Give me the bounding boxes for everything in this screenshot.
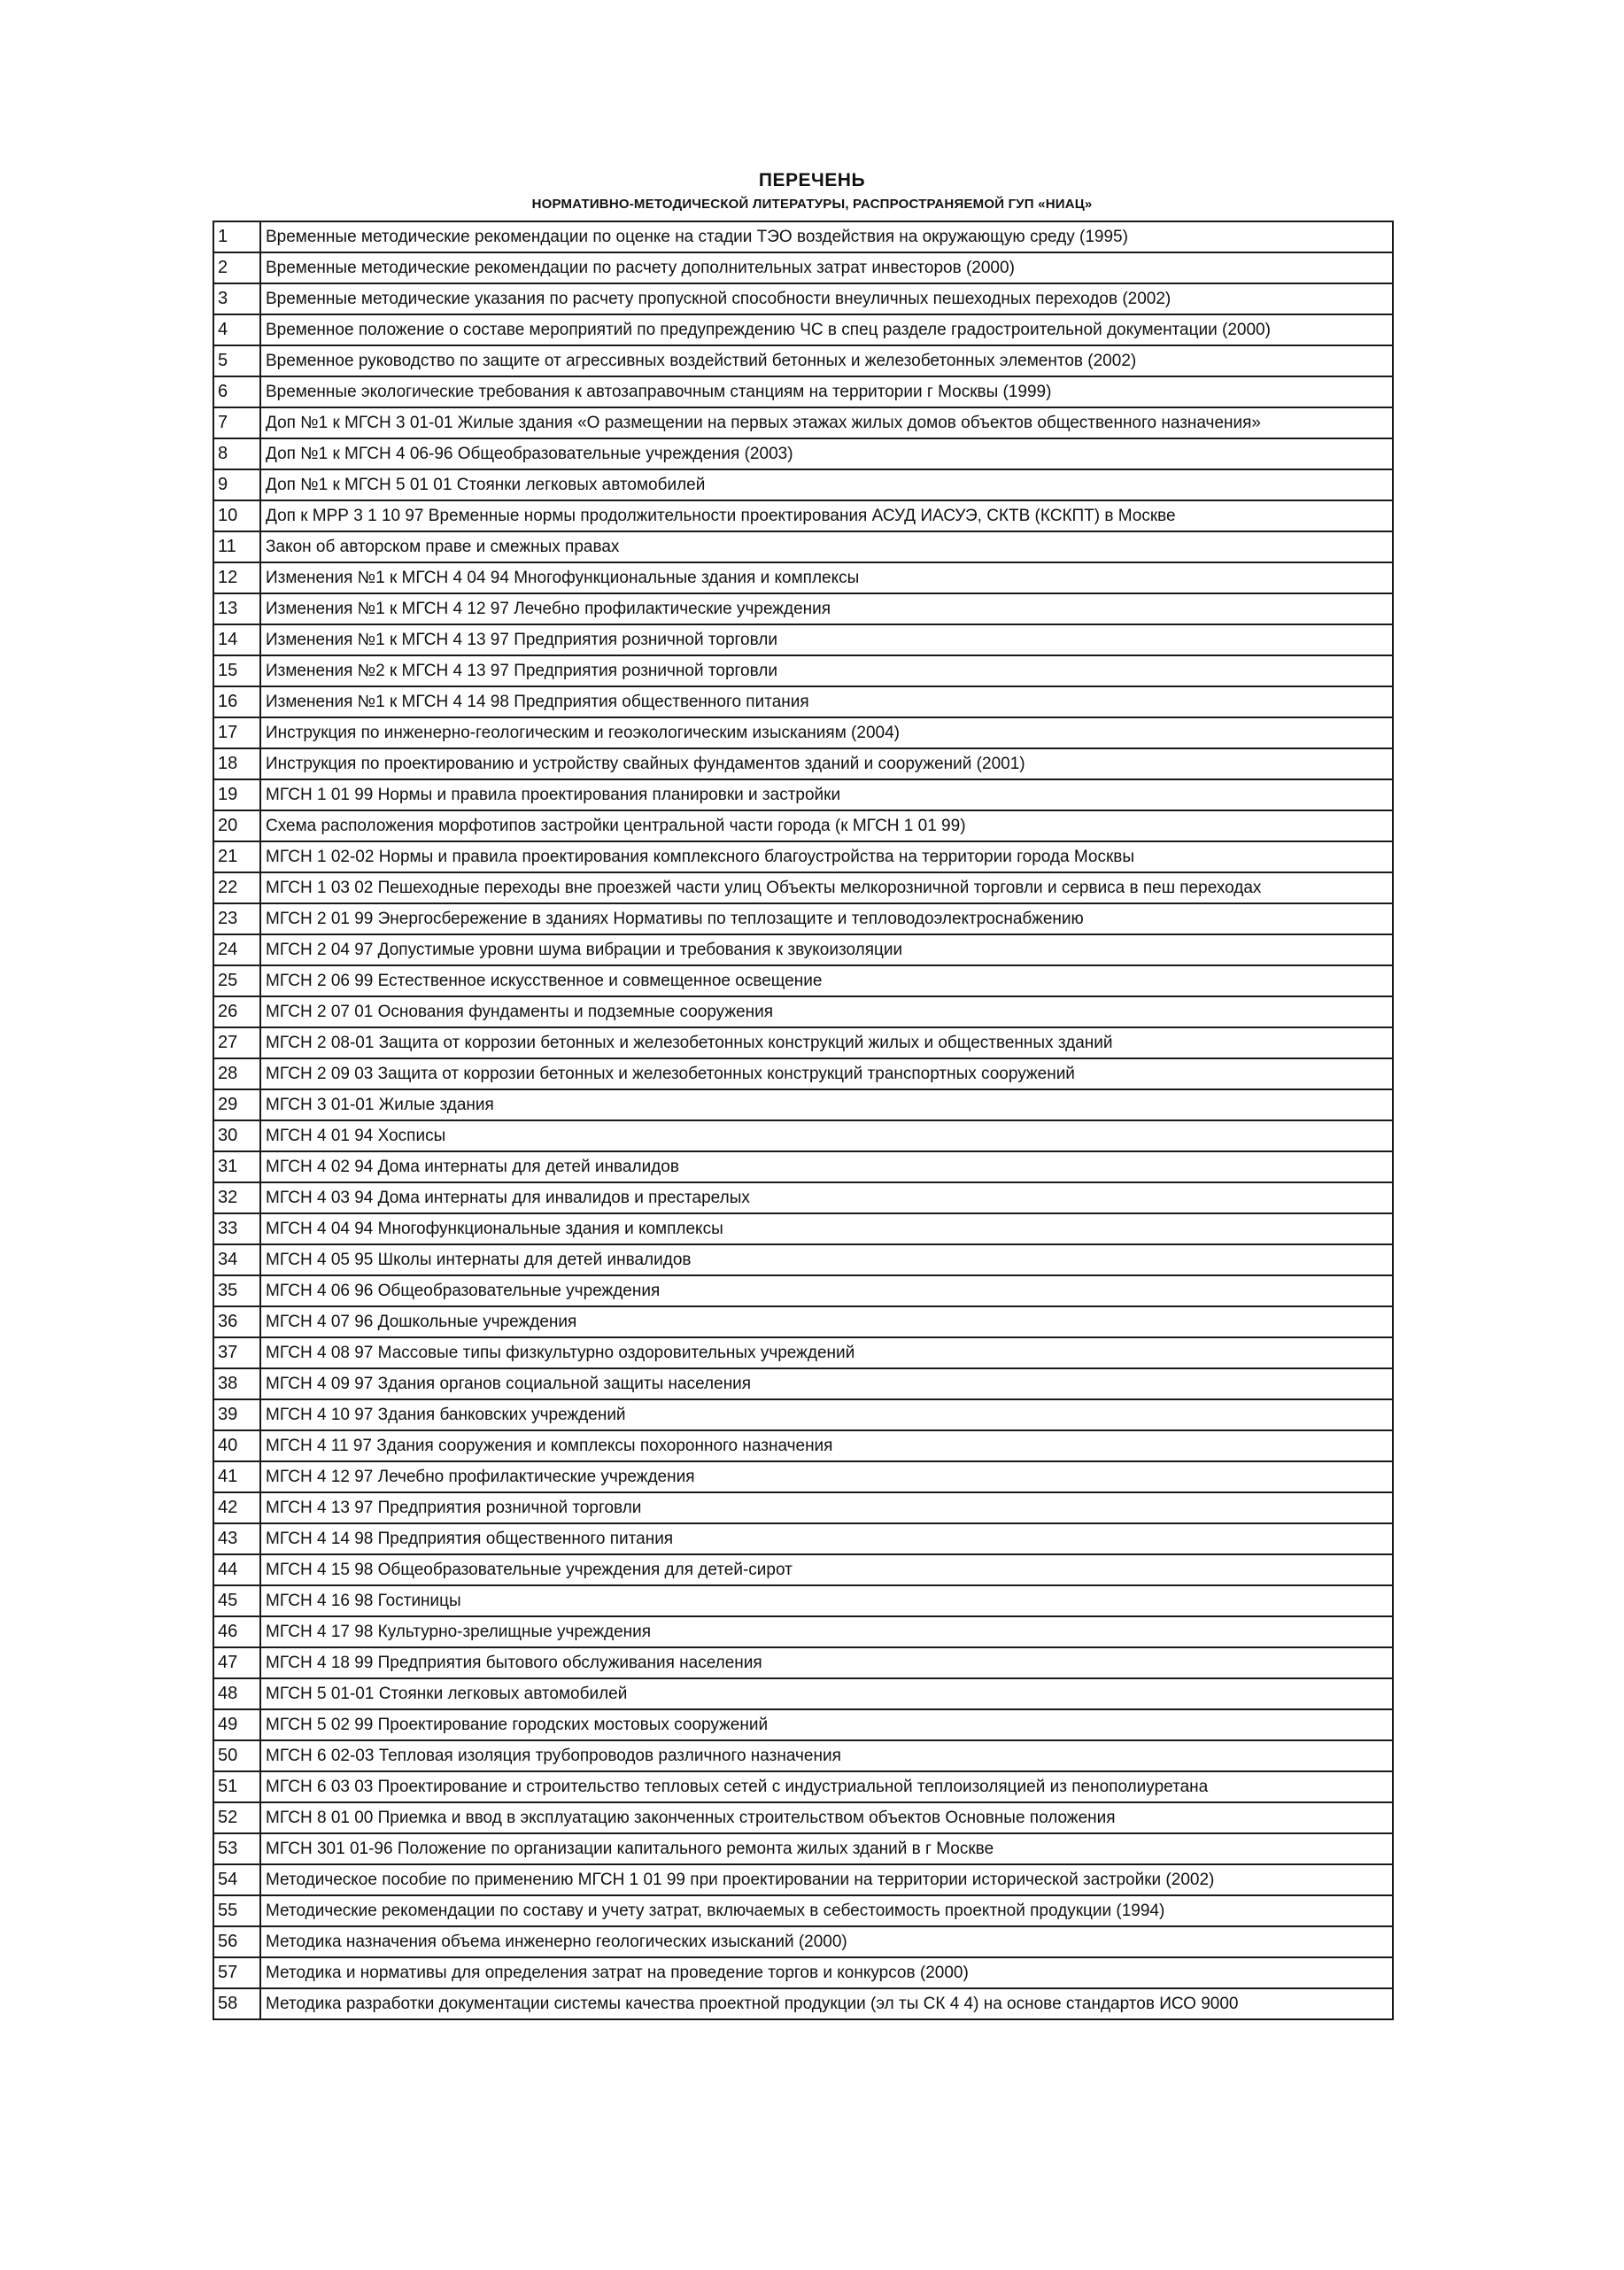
- row-title: МГСН 4 02 94 Дома интернаты для детей инвалидов: [260, 1151, 1393, 1182]
- literature-table-body: [213, 221, 1393, 2019]
- table-row: [213, 345, 1393, 376]
- row-title: Методика назначения объема инженерно геологических изысканий (2000): [260, 1926, 1393, 1957]
- row-title: Временное положение о составе мероприятий по предупреждению ЧС в спец разделе градостроительной документации (2000): [260, 314, 1393, 345]
- row-number: 31: [213, 1151, 260, 1182]
- table-row: [213, 1585, 1393, 1616]
- table-row: [213, 1120, 1393, 1151]
- row-number: 30: [213, 1120, 260, 1151]
- row-number: 29: [213, 1089, 260, 1120]
- row-number: 14: [213, 624, 260, 655]
- row-number: 41: [213, 1461, 260, 1492]
- row-title: МГСН 4 10 97 Здания банковских учреждений: [260, 1399, 1393, 1430]
- row-number: 1: [213, 221, 260, 252]
- row-number: 33: [213, 1213, 260, 1244]
- row-number: 16: [213, 686, 260, 717]
- table-row: [213, 407, 1393, 438]
- row-number: 6: [213, 376, 260, 407]
- table-row: [213, 1151, 1393, 1182]
- row-title: Инструкция по проектированию и устройству свайных фундаментов зданий и сооружений (2001): [260, 748, 1393, 779]
- row-title: МГСН 4 04 94 Многофункциональные здания и комплексы: [260, 1213, 1393, 1244]
- table-row: [213, 1461, 1393, 1492]
- row-title: Изменения №1 к МГСН 4 14 98 Предприятия общественного питания: [260, 686, 1393, 717]
- table-row: [213, 469, 1393, 500]
- row-number: 13: [213, 593, 260, 624]
- row-number: 25: [213, 965, 260, 996]
- table-row: [213, 1833, 1393, 1864]
- table-row: [213, 748, 1393, 779]
- row-title: МГСН 2 07 01 Основания фундаменты и подземные сооружения: [260, 996, 1393, 1027]
- row-title: МГСН 4 12 97 Лечебно профилактические учреждения: [260, 1461, 1393, 1492]
- row-number: 9: [213, 469, 260, 500]
- table-row: [213, 655, 1393, 686]
- table-row: [213, 1275, 1393, 1306]
- row-title: Временное руководство по защите от агрессивных воздействий бетонных и железобетонных элементов (2002): [260, 345, 1393, 376]
- row-number: 32: [213, 1182, 260, 1213]
- row-title: МГСН 4 05 95 Школы интернаты для детей инвалидов: [260, 1244, 1393, 1275]
- table-row: [213, 438, 1393, 469]
- row-number: 8: [213, 438, 260, 469]
- row-title: МГСН 5 01-01 Стоянки легковых автомобилей: [260, 1678, 1393, 1709]
- table-row: [213, 903, 1393, 934]
- table-row: [213, 841, 1393, 872]
- row-number: 35: [213, 1275, 260, 1306]
- row-title: Методическое пособие по применению МГСН 1 01 99 при проектировании на территории исторической застройки (2002): [260, 1864, 1393, 1895]
- table-row: [213, 1337, 1393, 1368]
- table-row: [213, 500, 1393, 531]
- row-title: МГСН 4 13 97 Предприятия розничной торговли: [260, 1492, 1393, 1523]
- table-row: [213, 1647, 1393, 1678]
- row-title: МГСН 4 09 97 Здания органов социальной защиты населения: [260, 1368, 1393, 1399]
- table-row: [213, 1182, 1393, 1213]
- row-number: 46: [213, 1616, 260, 1647]
- row-number: 26: [213, 996, 260, 1027]
- row-title: МГСН 2 04 97 Допустимые уровни шума вибрации и требования к звукоизоляции: [260, 934, 1393, 965]
- row-number: 51: [213, 1771, 260, 1802]
- row-title: МГСН 4 06 96 Общеобразовательные учреждения: [260, 1275, 1393, 1306]
- row-title: Доп №1 к МГСН 3 01-01 Жилые здания «О размещении на первых этажах жилых домов объектов общественного назначения»: [260, 407, 1393, 438]
- row-title: Инструкция по инженерно-геологическим и геоэкологическим изысканиям (2004): [260, 717, 1393, 748]
- row-number: 36: [213, 1306, 260, 1337]
- table-row: [213, 934, 1393, 965]
- row-title: МГСН 6 02-03 Тепловая изоляция трубопроводов различного назначения: [260, 1740, 1393, 1771]
- row-number: 3: [213, 283, 260, 314]
- row-number: 52: [213, 1802, 260, 1833]
- table-row: [213, 1213, 1393, 1244]
- row-number: 50: [213, 1740, 260, 1771]
- row-title: Методические рекомендации по составу и учету затрат, включаемых в себестоимость проектной продукции (1994): [260, 1895, 1393, 1926]
- row-title: Временные методические рекомендации по оценке на стадии ТЭО воздействия на окружающую среду (1995): [260, 221, 1393, 252]
- table-row: [213, 1523, 1393, 1554]
- row-number: 5: [213, 345, 260, 376]
- row-title: Схема расположения морфотипов застройки центральной части города (к МГСН 1 01 99): [260, 810, 1393, 841]
- row-number: 19: [213, 779, 260, 810]
- row-title: МГСН 5 02 99 Проектирование городских мостовых сооружений: [260, 1709, 1393, 1740]
- table-row: [213, 872, 1393, 903]
- table-row: [213, 314, 1393, 345]
- row-title: МГСН 8 01 00 Приемка и ввод в эксплуатацию законченных строительством объектов Основные положения: [260, 1802, 1393, 1833]
- row-number: 18: [213, 748, 260, 779]
- row-number: 23: [213, 903, 260, 934]
- row-title: МГСН 4 01 94 Хосписы: [260, 1120, 1393, 1151]
- row-number: 45: [213, 1585, 260, 1616]
- row-title: МГСН 4 11 97 Здания сооружения и комплексы похоронного назначения: [260, 1430, 1393, 1461]
- table-row: [213, 593, 1393, 624]
- table-row: [213, 686, 1393, 717]
- row-number: 10: [213, 500, 260, 531]
- row-number: 39: [213, 1399, 260, 1430]
- table-row: [213, 1802, 1393, 1833]
- literature-table: [213, 221, 1394, 2020]
- row-title: Методика разработки документации системы качества проектной продукции (эл ты СК 4 4) на основе стандартов ИСО 9000: [260, 1988, 1393, 2019]
- row-number: 49: [213, 1709, 260, 1740]
- row-number: 4: [213, 314, 260, 345]
- table-row: [213, 1895, 1393, 1926]
- row-number: 55: [213, 1895, 260, 1926]
- table-row: [213, 562, 1393, 593]
- table-row: [213, 1058, 1393, 1089]
- table-row: [213, 717, 1393, 748]
- row-title: Изменения №1 к МГСН 4 13 97 Предприятия розничной торговли: [260, 624, 1393, 655]
- table-row: [213, 221, 1393, 252]
- table-row: [213, 1244, 1393, 1275]
- document-title: ПЕРЕЧЕНЬ: [758, 170, 866, 190]
- row-title: Изменения №1 к МГСН 4 04 94 Многофункциональные здания и комплексы: [260, 562, 1393, 593]
- table-row: [213, 1864, 1393, 1895]
- table-row: [213, 624, 1393, 655]
- row-title: МГСН 4 15 98 Общеобразовательные учреждения для детей-сирот: [260, 1554, 1393, 1585]
- row-number: 56: [213, 1926, 260, 1957]
- table-row: [213, 996, 1393, 1027]
- row-number: 34: [213, 1244, 260, 1275]
- row-number: 42: [213, 1492, 260, 1523]
- row-title: Доп №1 к МГСН 4 06-96 Общеобразовательные учреждения (2003): [260, 438, 1393, 469]
- table-row: [213, 1771, 1393, 1802]
- table-row: [213, 1492, 1393, 1523]
- row-title: МГСН 1 01 99 Нормы и правила проектирования планировки и застройки: [260, 779, 1393, 810]
- row-number: 22: [213, 872, 260, 903]
- table-row: [213, 1368, 1393, 1399]
- document-subtitle: НОРМАТИВНО-МЕТОДИЧЕСКОЙ ЛИТЕРАТУРЫ, РАСПРОСТРАНЯЕМОЙ ГУП «НИАЦ»: [531, 197, 1093, 212]
- row-title: МГСН 4 17 98 Культурно-зрелищные учреждения: [260, 1616, 1393, 1647]
- table-row: [213, 252, 1393, 283]
- table-row: [213, 376, 1393, 407]
- table-row: [213, 1740, 1393, 1771]
- table-row: [213, 1926, 1393, 1957]
- row-number: 7: [213, 407, 260, 438]
- row-number: 38: [213, 1368, 260, 1399]
- row-number: 37: [213, 1337, 260, 1368]
- row-number: 54: [213, 1864, 260, 1895]
- table-row: [213, 531, 1393, 562]
- row-title: МГСН 4 08 97 Массовые типы физкультурно оздоровительных учреждений: [260, 1337, 1393, 1368]
- table-row: [213, 965, 1393, 996]
- row-number: 20: [213, 810, 260, 841]
- row-number: 11: [213, 531, 260, 562]
- row-number: 12: [213, 562, 260, 593]
- row-number: 21: [213, 841, 260, 872]
- row-title: Закон об авторском праве и смежных правах: [260, 531, 1393, 562]
- row-title: МГСН 3 01-01 Жилые здания: [260, 1089, 1393, 1120]
- row-title: Доп к МРР 3 1 10 97 Временные нормы продолжительности проектирования АСУД ИАСУЭ, СКТВ (КСКПТ) в Москве: [260, 500, 1393, 531]
- row-number: 57: [213, 1957, 260, 1988]
- row-number: 47: [213, 1647, 260, 1678]
- row-number: 17: [213, 717, 260, 748]
- row-title: Временные методические указания по расчету пропускной способности внеуличных пешеходных переходов (2002): [260, 283, 1393, 314]
- row-title: Методика и нормативы для определения затрат на проведение торгов и конкурсов (2000): [260, 1957, 1393, 1988]
- table-row: [213, 779, 1393, 810]
- row-title: МГСН 2 09 03 Защита от коррозии бетонных и железобетонных конструкций транспортных сооружений: [260, 1058, 1393, 1089]
- table-row: [213, 810, 1393, 841]
- table-row: [213, 1616, 1393, 1647]
- table-row: [213, 1957, 1393, 1988]
- table-row: [213, 1678, 1393, 1709]
- row-number: 40: [213, 1430, 260, 1461]
- row-title: МГСН 4 14 98 Предприятия общественного питания: [260, 1523, 1393, 1554]
- row-title: Временные экологические требования к автозаправочным станциям на территории г Москвы (1999): [260, 376, 1393, 407]
- table-row: [213, 1430, 1393, 1461]
- table-row: [213, 1554, 1393, 1585]
- row-number: 2: [213, 252, 260, 283]
- row-title: МГСН 4 07 96 Дошкольные учреждения: [260, 1306, 1393, 1337]
- table-row: [213, 1027, 1393, 1058]
- row-number: 43: [213, 1523, 260, 1554]
- row-number: 53: [213, 1833, 260, 1864]
- row-title: МГСН 2 06 99 Естественное искусственное и совмещенное освещение: [260, 965, 1393, 996]
- row-title: Изменения №1 к МГСН 4 12 97 Лечебно профилактические учреждения: [260, 593, 1393, 624]
- row-number: 58: [213, 1988, 260, 2019]
- row-title: МГСН 4 03 94 Дома интернаты для инвалидов и престарелых: [260, 1182, 1393, 1213]
- row-title: Изменения №2 к МГСН 4 13 97 Предприятия розничной торговли: [260, 655, 1393, 686]
- table-row: [213, 1089, 1393, 1120]
- table-row: [213, 1988, 1393, 2019]
- table-row: [213, 1306, 1393, 1337]
- row-title: Временные методические рекомендации по расчету дополнительных затрат инвесторов (2000): [260, 252, 1393, 283]
- row-number: 24: [213, 934, 260, 965]
- table-row: [213, 1709, 1393, 1740]
- row-title: МГСН 2 08-01 Защита от коррозии бетонных и железобетонных конструкций жилых и общественных зданий: [260, 1027, 1393, 1058]
- row-title: МГСН 4 16 98 Гостиницы: [260, 1585, 1393, 1616]
- row-title: Доп №1 к МГСН 5 01 01 Стоянки легковых автомобилей: [260, 469, 1393, 500]
- row-number: 44: [213, 1554, 260, 1585]
- row-number: 28: [213, 1058, 260, 1089]
- row-title: МГСН 301 01-96 Положение по организации капитального ремонта жилых зданий в г Москве: [260, 1833, 1393, 1864]
- row-title: МГСН 1 02-02 Нормы и правила проектирования комплексного благоустройства на территории города Москвы: [260, 841, 1393, 872]
- row-title: МГСН 4 18 99 Предприятия бытового обслуживания населения: [260, 1647, 1393, 1678]
- row-title: МГСН 1 03 02 Пешеходные переходы вне проезжей части улиц Объекты мелкорозничной торговли и сервиса в пеш переходах: [260, 872, 1393, 903]
- row-number: 27: [213, 1027, 260, 1058]
- row-number: 15: [213, 655, 260, 686]
- row-title: МГСН 6 03 03 Проектирование и строительство тепловых сетей с индустриальной теплоизоляцией из пенополиуретана: [260, 1771, 1393, 1802]
- row-number: 48: [213, 1678, 260, 1709]
- table-row: [213, 283, 1393, 314]
- table-row: [213, 1399, 1393, 1430]
- row-title: МГСН 2 01 99 Энергосбережение в зданиях Нормативы по теплозащите и тепловодоэлектроснабжению: [260, 903, 1393, 934]
